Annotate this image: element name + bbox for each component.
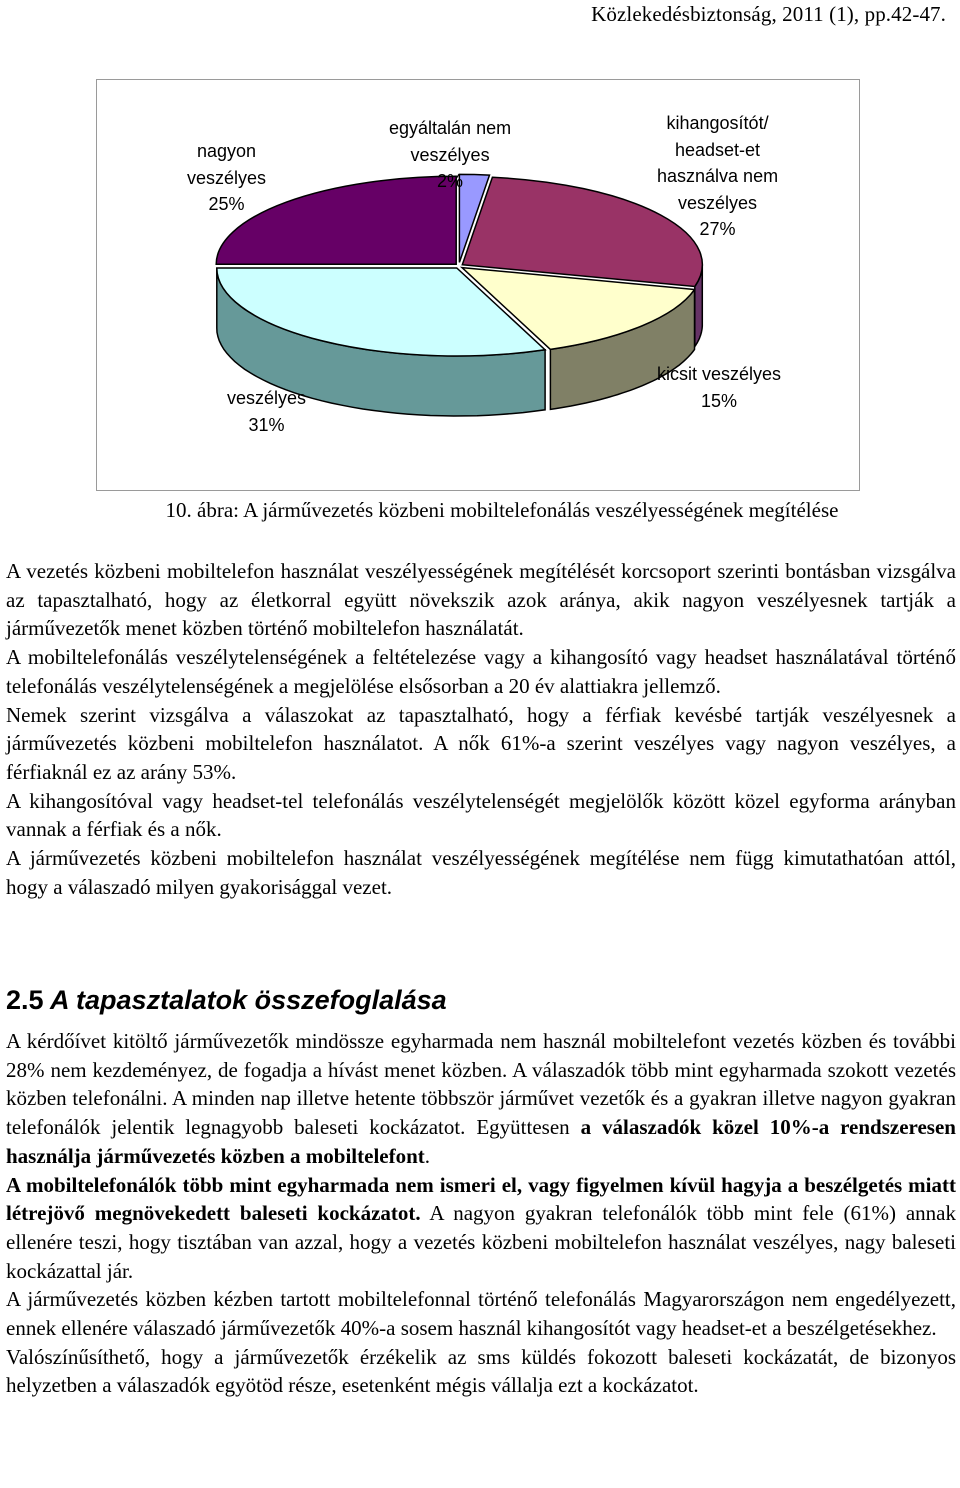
paragraph: A kérdőívet kitöltő járművezetők mindössze egyharmada nem használ mobiltelefont vezetés közben és további 28% nem kezdeményez, de fogadja a hívást menet közben. A válaszadók több mint egyharmada szokott vezetés közben telefonálni. A minden nap illetve hetente többször járművet vezetők és a gyakran illetve nagyon gyakran telefonálók jelentik legnagyobb baleseti kockázatot. Együttesen a válaszadók közel 10%-a rendszeresen használja járművezetés közben a mobiltelefont. — [6, 1029, 956, 1168]
section-heading — [6, 985, 447, 1016]
slice-label-slightly-dangerous: kicsit veszélyes 15% — [657, 364, 782, 411]
body-section-1 — [6, 557, 956, 901]
figure-caption: 10. ábra: A járművezetés közbeni mobiltelefonálás veszélyességének megítélése — [165, 498, 839, 522]
paragraph: A mobiltelefonálás veszélytelenségének a feltételezése vagy a kihangosító vagy headset használatával történő telefonálás veszélytelenségének a megjelölése elsősorban a 20 év alattiakra jellemző. — [6, 645, 956, 698]
section-number: 2.5 — [6, 985, 44, 1015]
paragraph: A kihangosítóval vagy headset-tel telefonálás veszélytelenségét megjelölők között közel egyforma arányban vannak a férfiak és a nők. — [6, 788, 956, 842]
paragraph: A járművezetés közben kézben tartott mobiltelefonnal történő telefonálás Magyarországon nem engedélyezett, ennek ellenére válaszadó járművezetők 40%-a sosem használ kihangosítót vagy headset-et a beszélgetésekhez. — [6, 1287, 956, 1341]
slice-label-dangerous: veszélyes 31% — [227, 388, 307, 435]
paragraph: A járművezetés közbeni mobiltelefon használat veszélyességének megítélése nem függ kimutathatóan attól, hogy a válaszadó milyen gyakorisággal vezet. — [6, 846, 956, 899]
paragraph: A vezetés közbeni mobiltelefon használat veszélyességének megítélését korcsoport szerinti bontásban vizsgálva az tapasztalható, hogy az életkorral együtt növekszik azok aránya, akik nagyon veszélyesnek tartják a járművezetők menet közben történő mobiltelefon használatát. — [6, 559, 956, 641]
slice-label-headset-not-dangerous: kihangosítót/ headset-et használva nem veszélyes 27% — [657, 113, 779, 239]
page-header-citation: Közlekedésbiztonság, 2011 (1), pp.42-47. — [591, 2, 946, 26]
body-section-2 — [6, 1027, 956, 1400]
paragraph: Nemek szerint vizsgálva a válaszokat az tapasztalható, hogy a férfiak kevésbé tartják veszélyesnek a járművezetés közbeni mobiltelefon használatot. A nők 61%-a szerint veszélyes vagy nagyon veszélyes, a férfiaknál ez az arány 53%. — [6, 702, 956, 784]
pie-chart — [96, 79, 860, 491]
section-title: A tapasztalatok összefoglalása — [50, 985, 447, 1015]
paragraph: A mobiltelefonálók több mint egyharmada nem ismeri el, vagy figyelmen kívül hagyja a beszélgetés miatt létrejövő megnövekedett baleseti kockázatot. A nagyon gyakran telefonálók több mint fele (61%) annak ellenére teszi, hogy tisztában van azzal, hogy a vezetés közbeni mobiltelefon használat veszélyes, nagy baleseti kockázattal jár. — [6, 1172, 956, 1283]
paragraph: Valószínűsíthető, hogy a járművezetők érzékelik az sms küldés fokozott baleseti kockázatát, de bizonyos helyzetben a válaszadók egyötöd része, esetenként mégis vállalja ezt a kockázatot. — [6, 1344, 956, 1398]
slice-label-not-dangerous: egyáltalán nem veszélyes 2% — [389, 118, 512, 191]
slice-label-very-dangerous: nagyon veszélyes 25% — [187, 141, 267, 214]
